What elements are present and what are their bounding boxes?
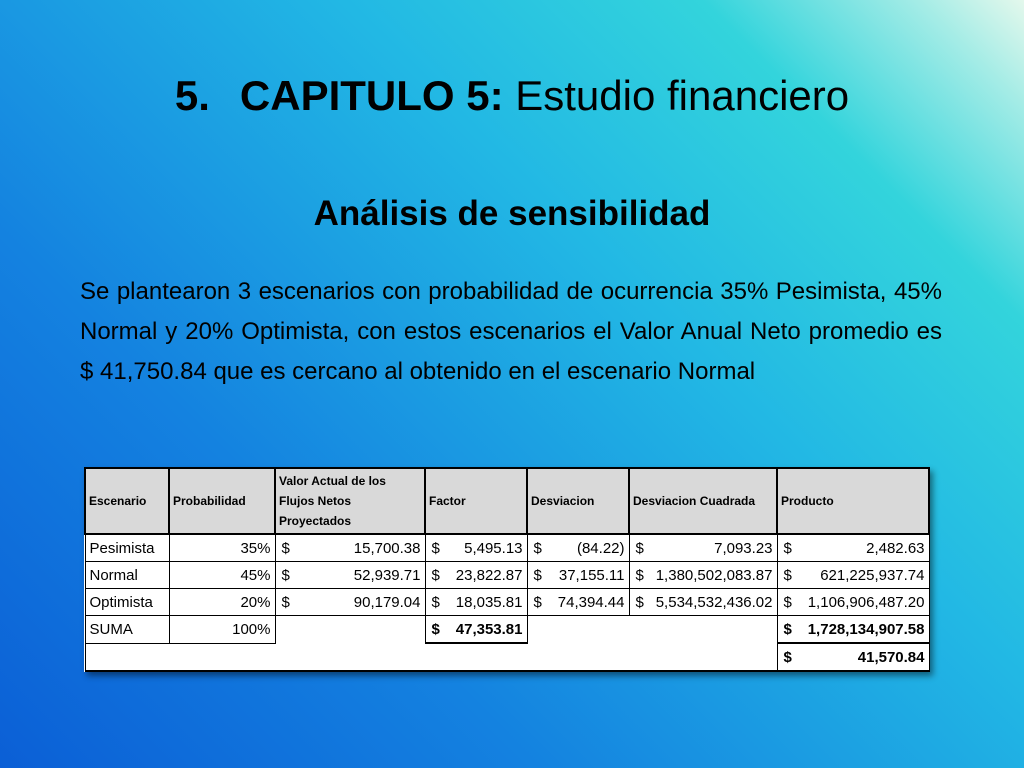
cell-desviacion [527,562,629,589]
header-cell: Valor Actual de los Flujos Netos Proyectados [275,468,425,534]
cell-valor [275,562,425,589]
suma-row [85,616,929,644]
cell-suma-factor [425,616,527,644]
amount: 23,822.87 [455,566,523,584]
currency-symbol: $ [783,539,792,557]
amount: 621,225,937.74 [820,566,925,584]
cell-desviacion [527,589,629,616]
amount: 52,939.71 [353,566,421,584]
final-row [85,643,929,671]
currency-symbol: $ [431,566,440,584]
cell-cuadrada [629,589,777,616]
amount: 1,380,502,083.87 [655,566,773,584]
amount: (84.22) [576,539,625,557]
cell-final-value [777,643,929,671]
currency-symbol: $ [783,593,792,611]
amount: 7,093.23 [714,539,773,557]
cell-probabilidad: 35% [169,534,275,562]
slide-title [0,68,1024,124]
amount: 5,534,532,436.02 [655,593,773,611]
cell-desviacion [527,534,629,562]
cell-escenario: Pesimista [85,534,169,562]
table-row [85,562,929,589]
table-row [85,534,929,562]
amount: 37,155.11 [558,566,625,584]
cell-empty [85,643,777,671]
currency-symbol: $ [281,566,290,584]
cell-escenario: Normal [85,562,169,589]
sensitivity-table-container [84,467,930,672]
header-cell: Probabilidad [169,468,275,534]
cell-suma-label: SUMA [85,616,169,644]
cell-probabilidad: 20% [169,589,275,616]
cell-escenario: Optimista [85,589,169,616]
currency-symbol: $ [281,539,290,557]
currency-symbol: $ [431,539,440,557]
amount: 90,179.04 [353,593,421,611]
currency-symbol: $ [635,539,644,557]
amount: 18,035.81 [455,593,523,611]
sensitivity-table [84,467,930,672]
cell-valor [275,589,425,616]
body-paragraph: Se plantearon 3 escenarios con probabilidad de ocurrencia 35% Pesimista, 45% Normal y 20% Optimista, con estos escenarios el Valor Anual Neto promedio es $ 41,750.84 que es cercano al obtenido en el escenario Normal [80,278,942,385]
amount: 15,700.38 [353,539,421,557]
cell-probabilidad: 45% [169,562,275,589]
cell-cuadrada [629,562,777,589]
currency-symbol: $ [635,566,644,584]
cell-suma-probabilidad: 100% [169,616,275,644]
amount: 1,106,906,487.20 [807,593,925,611]
cell-empty [275,616,425,644]
table-row [85,589,929,616]
table-header-row [85,468,929,534]
currency-symbol: $ [431,593,440,611]
currency-symbol: $ [783,648,792,666]
amount: 5,495.13 [464,539,523,557]
cell-producto [777,562,929,589]
chapter-topic: Estudio financiero [515,72,850,119]
currency-symbol: $ [783,566,792,584]
amount: 1,728,134,907.58 [807,620,925,638]
header-cell: Escenario [85,468,169,534]
cell-cuadrada [629,534,777,562]
currency-symbol: $ [533,539,542,557]
currency-symbol: $ [533,593,542,611]
cell-valor [275,534,425,562]
header-cell: Desviacion [527,468,629,534]
currency-symbol: $ [281,593,290,611]
chapter-label: CAPITULO 5: [239,72,504,119]
amount: 47,353.81 [455,620,523,638]
currency-symbol: $ [431,620,440,638]
cell-empty [527,616,777,644]
cell-factor [425,562,527,589]
cell-producto [777,589,929,616]
section-subtitle: Análisis de sensibilidad [313,194,711,233]
amount: 74,394.44 [557,593,625,611]
cell-factor [425,534,527,562]
cell-producto [777,534,929,562]
header-cell: Desviacion Cuadrada [629,468,777,534]
amount: 41,570.84 [857,648,925,666]
currency-symbol: $ [783,620,792,638]
currency-symbol: $ [635,593,644,611]
currency-symbol: $ [533,566,542,584]
cell-suma-producto [777,616,929,644]
amount: 2,482.63 [866,539,925,557]
chapter-number: 5. [174,72,210,119]
header-cell: Factor [425,468,527,534]
cell-factor [425,589,527,616]
header-cell: Producto [777,468,929,534]
